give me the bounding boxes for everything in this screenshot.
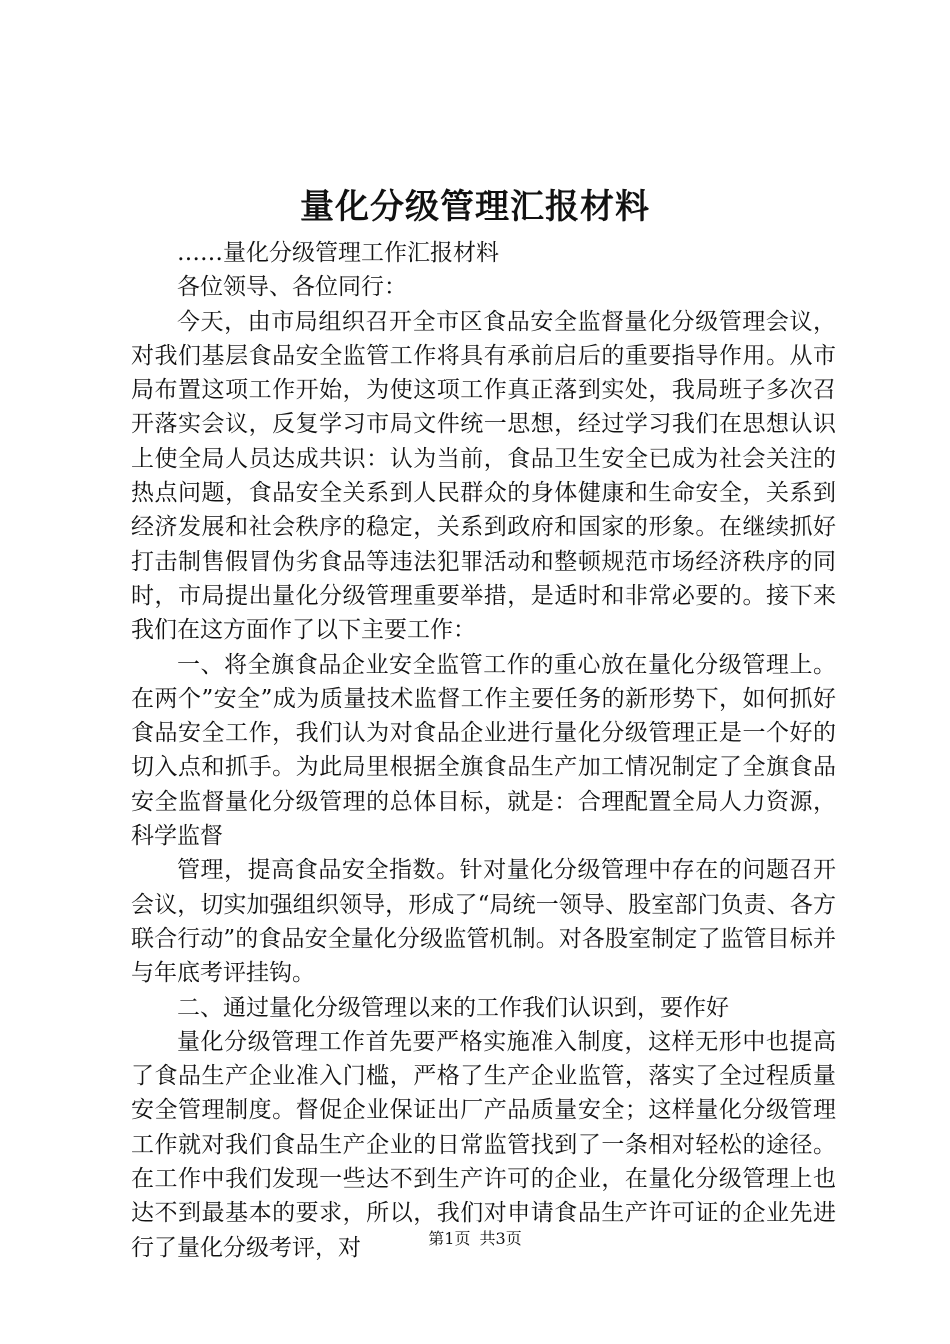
document-body xyxy=(131,236,836,1265)
document-title: 量化分级管理汇报材料 xyxy=(300,187,650,227)
paragraph: 量化分级管理工作首先要严格实施准入制度，这样无形中也提高了食品生产企业准入门槛，严格了生产企业监管，落实了全过程质量安全管理制度。督促企业保证出厂产品质量安全；这样量化分级管理工作就对我们食品生产企业的日常监管找到了一条相对轻松的途径。在工作中我们发现一些达不到生产许可的企业，在量化分级管理上也达不到最基本的要求，所以，我们对申请食品生产许可证的企业先进行了量化分级考评，对 xyxy=(131,1028,836,1261)
paragraph: 二、通过量化分级管理以来的工作我们认识到，要作好 xyxy=(177,994,729,1021)
paragraph: 今天，由市局组织召开全市区食品安全监督量化分级管理会议，对我们基层食品安全监管工作将具有承前启后的重要指导作用。从市局布置这项工作开始，为使这项工作真正落到实处，我局班子多次召开落实会议，反复学习市局文件统一思想，经过学习我们在思想认识上使全局人员达成共识：认为当前，食品卫生安全已成为社会关注的热点问题，食品安全关系到人民群众的身体健康和生命安全，关系到经济发展和社会秩序的稳定，关系到政府和国家的形象。在继续抓好打击制售假冒伪劣食品等违法犯罪活动和整顿规范市场经济秩序的同时，市局提出量化分级管理重要举措，是适时和非常必要的。接下来我们在这方面作了以下主要工作： xyxy=(131,308,836,644)
paragraph: 管理，提高食品安全指数。针对量化分级管理中存在的问题召开会议，切实加强组织领导，形成了“局统一领导、股室部门负责、各方联合行动”的食品安全量化分级监管机制。对各股室制定了监管目标并与年底考评挂钩。 xyxy=(131,857,836,987)
page-footer xyxy=(0,1228,950,1250)
paragraph-salutation: 各位领导、各位同行： xyxy=(177,274,407,301)
page-number: 第1页 xyxy=(428,1229,471,1248)
paragraph-subtitle: ……量化分级管理工作汇报材料 xyxy=(177,240,499,266)
paragraph: 一、将全旗食品企业安全监管工作的重心放在量化分级管理上。在两个”安全”成为质量技术监督工作主要任务的新形势下，如何抓好食品安全工作，我们认为对食品企业进行量化分级管理正是一个好的切入点和抓手。为此局里根据全旗食品生产加工情况制定了全旗食品安全监督量化分级管理的总体目标，就是：合理配置全局人力资源，科学监督 xyxy=(131,651,836,850)
page-total: 共3页 xyxy=(479,1229,522,1248)
